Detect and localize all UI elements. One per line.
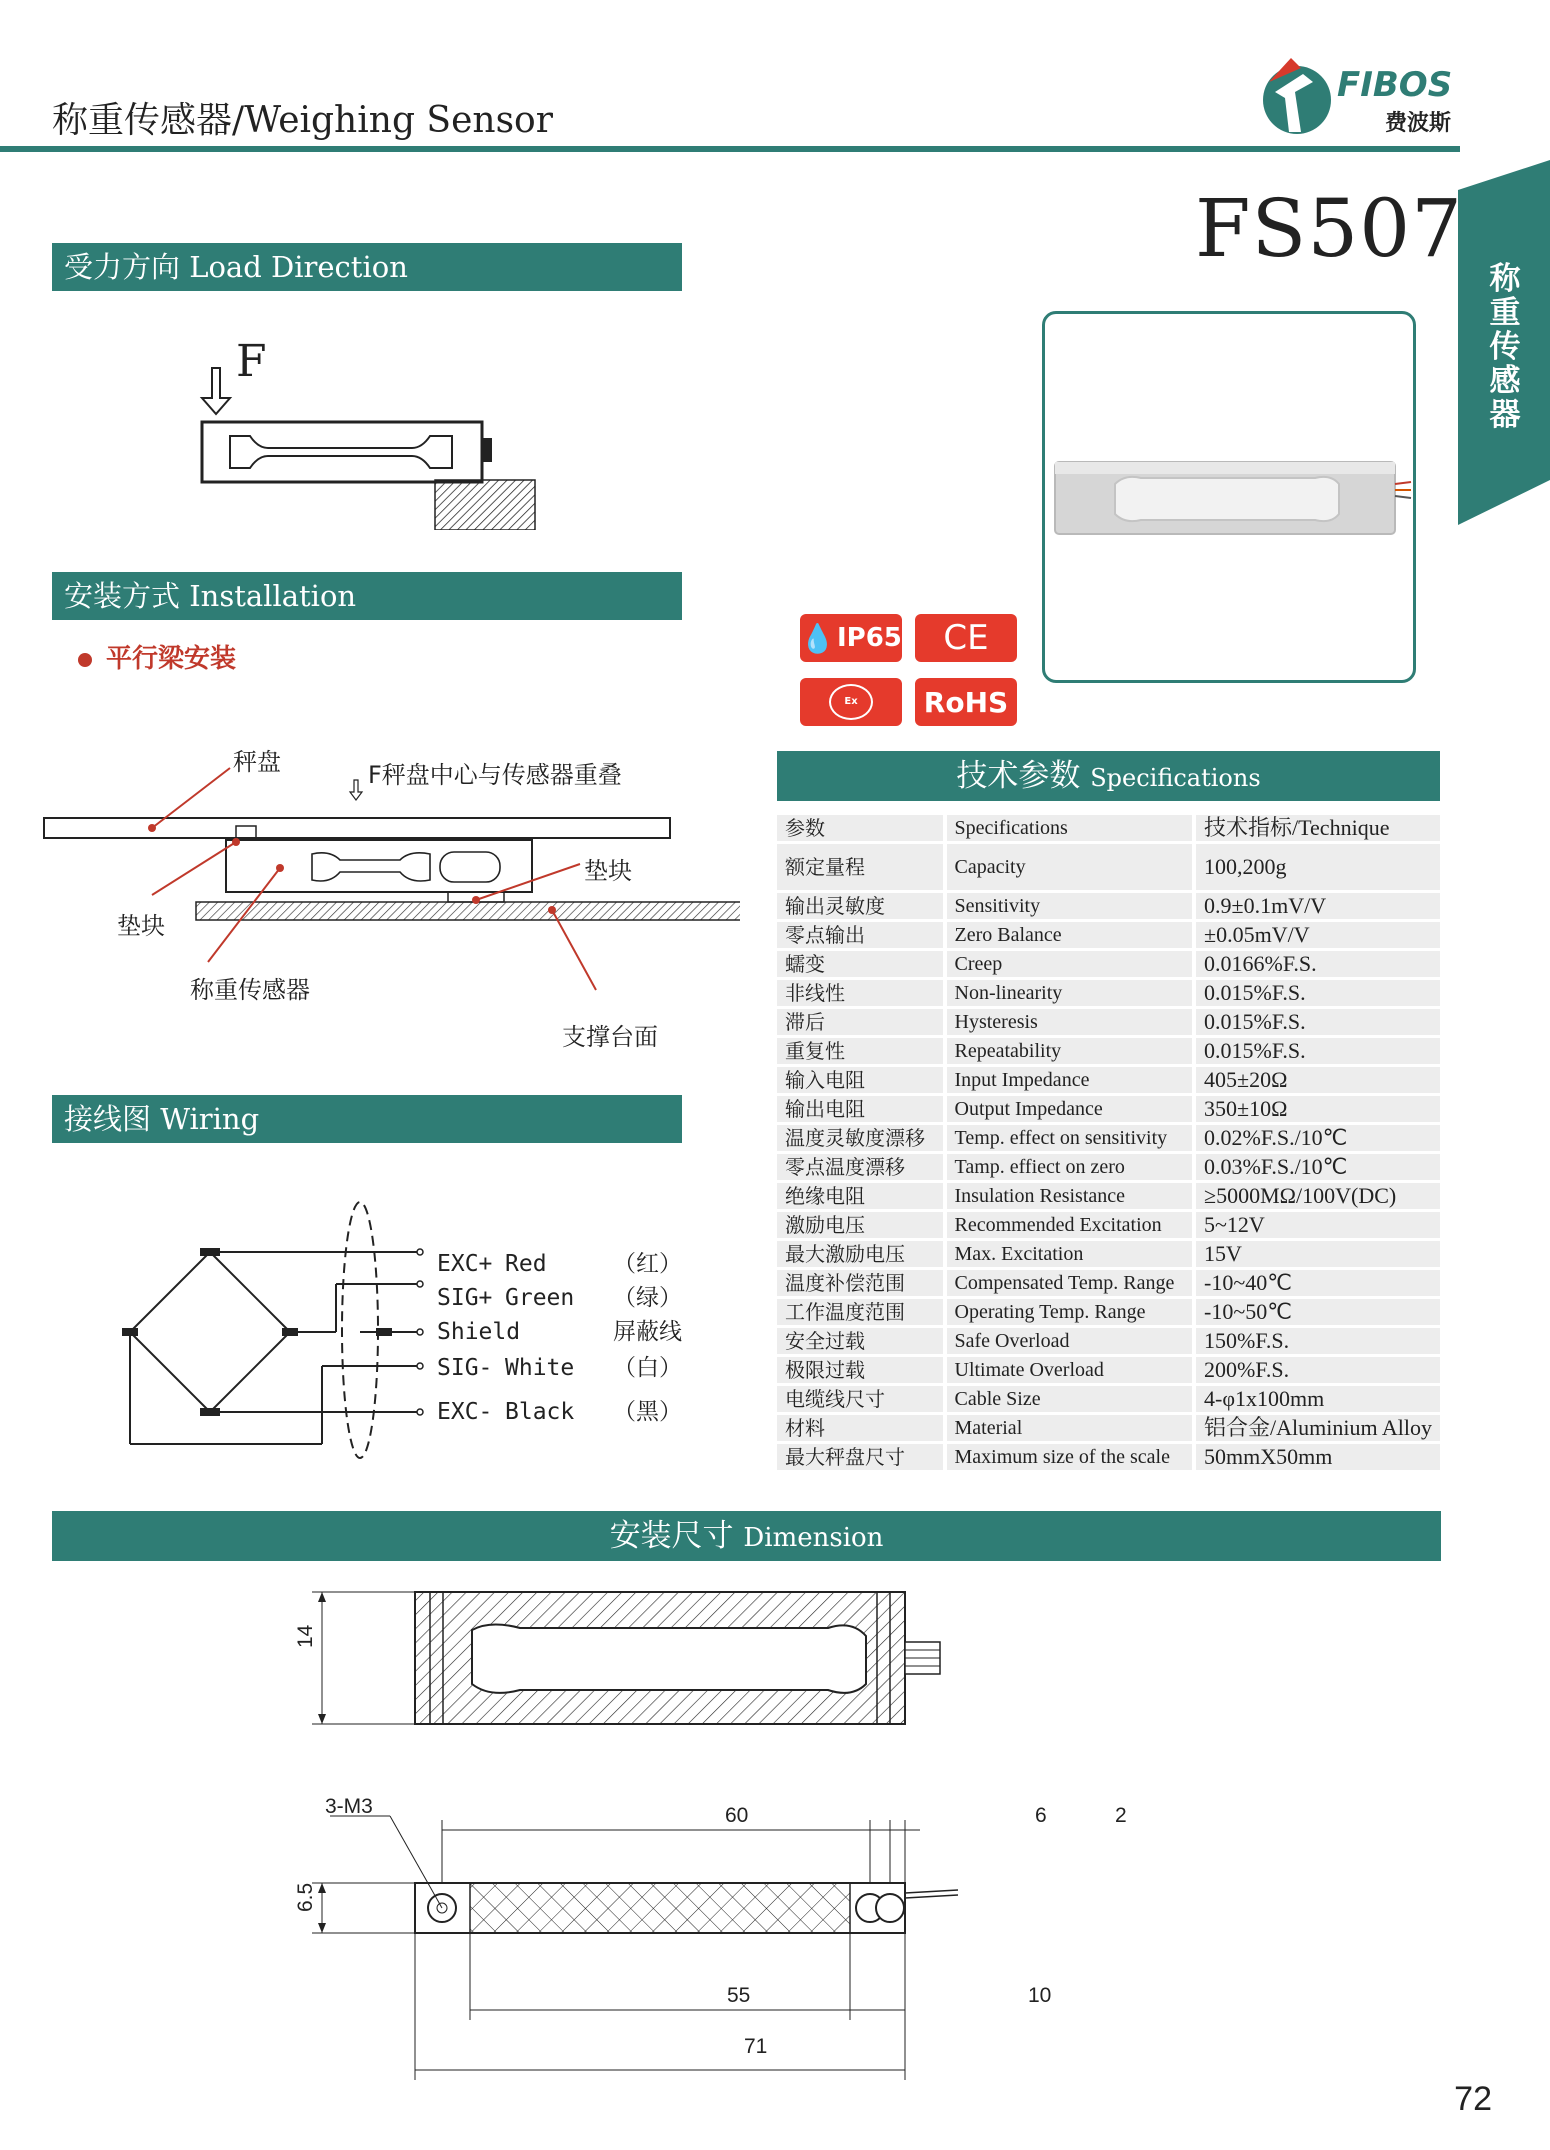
spec-cell: Non-linearity (947, 980, 1193, 1006)
spec-row (777, 1154, 1440, 1180)
spec-row (777, 1386, 1440, 1412)
spec-cell: Compensated Temp. Range (947, 1270, 1193, 1296)
specs-table (777, 812, 1440, 1473)
spec-row (777, 1270, 1440, 1296)
wire-color-cn: （红） (613, 1251, 682, 1277)
spec-cell: 极限过载 (777, 1357, 943, 1383)
spec-row (777, 1328, 1440, 1354)
spec-cell: Repeatability (947, 1038, 1193, 1064)
spec-cell: Maximum size of the scale (947, 1444, 1193, 1470)
spec-cell: Material (947, 1415, 1193, 1441)
spec-cell: 输入电阻 (777, 1067, 943, 1093)
label-spacer-left: 垫块 (117, 912, 165, 940)
wiring-row (437, 1393, 682, 1426)
wire-signal: SIG+ (437, 1285, 493, 1311)
spec-cell: 铝合金/Aluminium Alloy (1196, 1415, 1440, 1441)
spec-cell: 最大激励电压 (777, 1241, 943, 1267)
spec-cell: 安全过载 (777, 1328, 943, 1354)
label-pan: 秤盘 (233, 748, 281, 776)
spec-row (777, 1241, 1440, 1267)
spec-cell: 非线性 (777, 980, 943, 1006)
force-label: F (236, 336, 267, 387)
spec-row (777, 1212, 1440, 1238)
spec-cell: 零点温度漂移 (777, 1154, 943, 1180)
badge-ip65: 💧 IP65 (800, 614, 902, 662)
spec-cell: 0.015%F.S. (1196, 980, 1440, 1006)
spec-row (777, 951, 1440, 977)
label-sensor: 称重传感器 (190, 976, 310, 1004)
spec-cell: 滞后 (777, 1009, 943, 1035)
spec-cell: 激励电压 (777, 1212, 943, 1238)
installation-method-label: 平行梁安装 (106, 644, 237, 674)
spec-row (777, 1444, 1440, 1470)
spec-cell: 重复性 (777, 1038, 943, 1064)
spec-row (777, 1415, 1440, 1441)
load-direction-diagram (190, 330, 550, 530)
spec-cell: 0.9±0.1mV/V (1196, 893, 1440, 919)
spec-cell: Sensitivity (947, 893, 1193, 919)
spec-cell: 0.0166%F.S. (1196, 951, 1440, 977)
logo-cn-text: 费波斯 (1385, 111, 1452, 136)
badge-rohs: RoHS (915, 678, 1017, 726)
wire-color: Red (505, 1251, 547, 1277)
wire-color: Black (505, 1399, 575, 1425)
header-cell: Specifications (947, 815, 1193, 841)
spec-cell: Hysteresis (947, 1009, 1193, 1035)
spec-cell: 0.03%F.S./10℃ (1196, 1154, 1440, 1180)
spec-row (777, 922, 1440, 948)
section-wiring: 接线图 Wiring (52, 1095, 682, 1143)
spec-cell: ±0.05mV/V (1196, 922, 1440, 948)
wire-color-cn: （白） (613, 1355, 682, 1381)
section-load-direction: 受力方向 Load Direction (52, 243, 682, 291)
header-divider (0, 146, 1460, 152)
wire-color: Green (505, 1285, 575, 1311)
dim-6: 6 (1035, 1804, 1047, 1827)
wiring-diagram (100, 1190, 440, 1470)
label-spacer-right: 垫块 (584, 857, 632, 885)
spec-cell: 0.015%F.S. (1196, 1038, 1440, 1064)
spec-row (777, 893, 1440, 919)
spec-cell: ≥5000MΩ/100V(DC) (1196, 1183, 1440, 1209)
label-overlap-note: F秤盘中心与传感器重叠 (368, 761, 622, 789)
spec-cell: 温度灵敏度漂移 (777, 1125, 943, 1151)
spec-cell: 15V (1196, 1241, 1440, 1267)
brand-logo (1255, 52, 1470, 142)
spec-row (777, 1067, 1440, 1093)
header-cell: 技术指标/Technique (1196, 815, 1440, 841)
specs-header: 技术参数 Specifications (777, 751, 1440, 801)
header-cell: 参数 (777, 815, 943, 841)
spec-cell: Recommended Excitation (947, 1212, 1193, 1238)
side-tab-label: 称重传感器 (1489, 261, 1521, 433)
spec-row (777, 1125, 1440, 1151)
spec-cell: Insulation Resistance (947, 1183, 1193, 1209)
page-number: 72 (1454, 2080, 1492, 2118)
wire-color-cn: （绿） (613, 1285, 682, 1311)
label-support: 支撑台面 (562, 1023, 658, 1051)
section-dimension: 安装尺寸 Dimension (52, 1511, 1441, 1561)
installation-method (78, 638, 236, 675)
spec-cell: Capacity (947, 844, 1193, 890)
spec-cell: Output Impedance (947, 1096, 1193, 1122)
product-photo-frame (1042, 311, 1416, 683)
specs-header-row (777, 815, 1440, 841)
spec-cell: 电缆线尺寸 (777, 1386, 943, 1412)
spec-cell: 额定量程 (777, 844, 943, 890)
dim-thread: 3-M3 (325, 1795, 373, 1818)
product-photo (1045, 314, 1413, 680)
wiring-row (437, 1279, 682, 1312)
model-number: FS507 (1195, 182, 1464, 275)
spec-cell: 最大秤盘尺寸 (777, 1444, 943, 1470)
spec-cell: Temp. effect on sensitivity (947, 1125, 1193, 1151)
wire-signal: SIG- (437, 1355, 493, 1381)
wire-signal: EXC+ (437, 1251, 493, 1277)
spec-row (777, 844, 1440, 890)
spec-cell: Creep (947, 951, 1193, 977)
spec-row (777, 1357, 1440, 1383)
spec-cell: 输出灵敏度 (777, 893, 943, 919)
spec-cell: Ultimate Overload (947, 1357, 1193, 1383)
spec-cell: 零点输出 (777, 922, 943, 948)
spec-cell: 0.02%F.S./10℃ (1196, 1125, 1440, 1151)
spec-cell: 4-φ1x100mm (1196, 1386, 1440, 1412)
wiring-row (437, 1349, 682, 1382)
spec-cell: 材料 (777, 1415, 943, 1441)
wiring-row (437, 1313, 682, 1346)
svg-text:FIBOS: FIBOS (1337, 65, 1453, 105)
dim-2: 2 (1115, 1804, 1127, 1827)
spec-cell: Max. Excitation (947, 1241, 1193, 1267)
spec-row (777, 980, 1440, 1006)
dimension-drawing (280, 1580, 1180, 2100)
dim-height: 14 (294, 1624, 317, 1648)
force-arrow-icon (202, 368, 230, 414)
wiring-row (437, 1245, 682, 1278)
wire-color-cn: 屏蔽线 (613, 1319, 682, 1345)
spec-cell: 输出电阻 (777, 1096, 943, 1122)
spec-row (777, 1299, 1440, 1325)
spec-cell: -10~50℃ (1196, 1299, 1440, 1325)
spec-cell: 蠕变 (777, 951, 943, 977)
spec-cell: 5~12V (1196, 1212, 1440, 1238)
spec-cell: 200%F.S. (1196, 1357, 1440, 1383)
spec-row (777, 1009, 1440, 1035)
spec-cell: Safe Overload (947, 1328, 1193, 1354)
bullet-icon (78, 653, 92, 667)
spec-row (777, 1096, 1440, 1122)
spec-cell: 温度补偿范围 (777, 1270, 943, 1296)
wire-signal: Shield (437, 1319, 521, 1345)
dim-10: 10 (1028, 1984, 1052, 2007)
dim-60: 60 (725, 1804, 749, 1827)
badge-ce: CE (915, 614, 1017, 662)
wire-color-cn: （黑） (613, 1399, 682, 1425)
section-installation: 安装方式 Installation (52, 572, 682, 620)
ex-icon: Ex NEPSI (829, 684, 873, 720)
spec-row (777, 1183, 1440, 1209)
spec-row (777, 1038, 1440, 1064)
spec-cell: -10~40℃ (1196, 1270, 1440, 1296)
badge-ex-nepsi (800, 678, 902, 739)
spec-cell: 350±10Ω (1196, 1096, 1440, 1122)
spec-cell: Tamp. effiect on zero (947, 1154, 1193, 1180)
wire-signal: EXC- (437, 1399, 493, 1425)
spec-cell: Input Impedance (947, 1067, 1193, 1093)
spec-cell: 405±20Ω (1196, 1067, 1440, 1093)
spec-cell: Operating Temp. Range (947, 1299, 1193, 1325)
spec-cell: 150%F.S. (1196, 1328, 1440, 1354)
spec-cell: Cable Size (947, 1386, 1193, 1412)
spec-cell: Zero Balance (947, 922, 1193, 948)
spec-cell: 绝缘电阻 (777, 1183, 943, 1209)
spec-cell: 50mmX50mm (1196, 1444, 1440, 1470)
spec-cell: 100,200g (1196, 844, 1440, 890)
spec-cell: 工作温度范围 (777, 1299, 943, 1325)
wire-color: White (505, 1355, 575, 1381)
page-title: 称重传感器/Weighing Sensor (52, 100, 553, 141)
dim-hole-height: 6.5 (294, 1882, 317, 1912)
dim-55: 55 (727, 1984, 751, 2007)
spec-cell: 0.015%F.S. (1196, 1009, 1440, 1035)
water-drop-icon: 💧 (800, 621, 835, 655)
dim-71: 71 (744, 2035, 768, 2058)
